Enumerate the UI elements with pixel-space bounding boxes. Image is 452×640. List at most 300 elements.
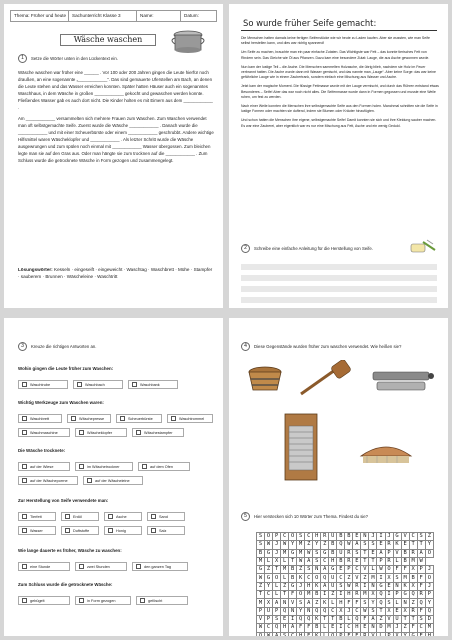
grid-letter[interactable]: M [401, 574, 409, 582]
grid-letter[interactable]: P [337, 632, 345, 636]
grid-letter[interactable]: K [297, 574, 305, 582]
grid-letter[interactable]: L [281, 557, 289, 565]
grid-letter[interactable]: F [417, 574, 425, 582]
checkbox[interactable] [140, 598, 145, 603]
grid-letter[interactable]: P [257, 607, 265, 615]
grid-letter[interactable]: H [425, 632, 433, 636]
grid-letter[interactable]: S [297, 533, 305, 541]
checkbox[interactable] [142, 464, 147, 469]
grid-letter[interactable]: Y [313, 541, 321, 549]
answer-option[interactable]: Wäschestampfer [132, 428, 184, 437]
grid-letter[interactable]: E [361, 624, 369, 632]
checkbox[interactable] [22, 598, 27, 603]
grid-letter[interactable]: M [369, 574, 377, 582]
answer-option[interactable]: zwei Stunden [75, 562, 127, 571]
grid-letter[interactable]: S [393, 574, 401, 582]
grid-letter[interactable]: X [409, 582, 417, 590]
checkbox[interactable] [136, 430, 141, 435]
grid-letter[interactable]: F [401, 566, 409, 574]
grid-letter[interactable]: L [273, 582, 281, 590]
answer-option[interactable]: auf der Wäscheleine [83, 476, 143, 485]
answer-option[interactable]: Asche [104, 512, 142, 521]
grid-letter[interactable]: E [281, 615, 289, 623]
grid-letter[interactable]: M [281, 566, 289, 574]
grid-letter[interactable]: F [297, 624, 305, 632]
answer-option[interactable]: Wäscheklopfer [75, 428, 127, 437]
checkbox[interactable] [22, 514, 27, 519]
grid-letter[interactable]: C [337, 574, 345, 582]
grid-letter[interactable]: N [289, 607, 297, 615]
grid-letter[interactable]: C [265, 624, 273, 632]
grid-letter[interactable]: N [281, 599, 289, 607]
grid-letter[interactable]: U [265, 607, 273, 615]
grid-letter[interactable]: B [401, 549, 409, 557]
grid-letter[interactable]: U [393, 615, 401, 623]
grid-letter[interactable]: L [393, 557, 401, 565]
grid-letter[interactable]: S [257, 541, 265, 549]
grid-letter[interactable]: I [361, 582, 369, 590]
grid-letter[interactable]: A [377, 549, 385, 557]
grid-letter[interactable]: G [289, 549, 297, 557]
grid-letter[interactable]: F [305, 624, 313, 632]
grid-letter[interactable]: Z [377, 615, 385, 623]
grid-letter[interactable]: A [305, 599, 313, 607]
grid-letter[interactable]: Y [265, 582, 273, 590]
grid-letter[interactable]: Q [313, 607, 321, 615]
grid-letter[interactable]: Z [297, 566, 305, 574]
grid-letter[interactable]: O [257, 632, 265, 636]
grid-letter[interactable]: W [297, 557, 305, 565]
grid-letter[interactable]: G [329, 566, 337, 574]
checkbox[interactable] [22, 464, 27, 469]
grid-letter[interactable]: E [377, 541, 385, 549]
grid-letter[interactable]: F [353, 599, 361, 607]
grid-letter[interactable]: X [409, 566, 417, 574]
grid-letter[interactable]: G [265, 574, 273, 582]
grid-letter[interactable]: R [345, 557, 353, 565]
grid-letter[interactable]: C [329, 607, 337, 615]
grid-letter[interactable]: O [329, 632, 337, 636]
grid-letter[interactable]: V [393, 549, 401, 557]
checkbox[interactable] [71, 416, 76, 421]
grid-letter[interactable]: O [273, 574, 281, 582]
grid-letter[interactable]: X [401, 607, 409, 615]
grid-letter[interactable]: A [273, 632, 281, 636]
grid-letter[interactable]: Q [281, 607, 289, 615]
grid-letter[interactable]: T [273, 566, 281, 574]
grid-letter[interactable]: G [377, 582, 385, 590]
grid-letter[interactable]: L [281, 574, 289, 582]
grid-letter[interactable]: F [409, 624, 417, 632]
grid-letter[interactable]: P [273, 533, 281, 541]
grid-letter[interactable]: L [321, 632, 329, 636]
grid-letter[interactable]: W [281, 541, 289, 549]
grid-letter[interactable]: S [313, 549, 321, 557]
grid-letter[interactable]: V [257, 615, 265, 623]
grid-letter[interactable]: W [361, 607, 369, 615]
grid-letter[interactable]: W [377, 566, 385, 574]
grid-letter[interactable]: O [313, 574, 321, 582]
writing-line[interactable] [241, 264, 437, 270]
grid-letter[interactable]: Q [337, 541, 345, 549]
grid-letter[interactable]: C [281, 533, 289, 541]
grid-letter[interactable]: L [369, 566, 377, 574]
grid-letter[interactable]: P [417, 566, 425, 574]
grid-letter[interactable]: V [369, 632, 377, 636]
grid-letter[interactable]: Z [329, 591, 337, 599]
grid-letter[interactable]: N [401, 599, 409, 607]
grid-letter[interactable]: K [313, 632, 321, 636]
grid-letter[interactable]: Y [401, 632, 409, 636]
answer-option[interactable]: auf der Wiese [18, 462, 70, 471]
grid-letter[interactable]: Z [321, 541, 329, 549]
answer-option[interactable]: Waschtrommel [167, 414, 213, 423]
grid-letter[interactable]: H [329, 557, 337, 565]
grid-letter[interactable]: K [313, 615, 321, 623]
grid-letter[interactable]: E [417, 632, 425, 636]
grid-letter[interactable]: Z [281, 582, 289, 590]
checkbox[interactable] [132, 382, 137, 387]
grid-letter[interactable]: S [297, 599, 305, 607]
checkbox[interactable] [22, 416, 27, 421]
grid-letter[interactable]: J [393, 624, 401, 632]
grid-letter[interactable]: O [385, 566, 393, 574]
grid-letter[interactable]: S [361, 599, 369, 607]
grid-letter[interactable]: A [353, 541, 361, 549]
grid-letter[interactable]: L [321, 624, 329, 632]
grid-letter[interactable]: J [369, 533, 377, 541]
grid-letter[interactable]: N [369, 624, 377, 632]
grid-letter[interactable]: S [273, 615, 281, 623]
answer-option[interactable]: gebügelt [18, 596, 70, 605]
grid-letter[interactable]: T [409, 615, 417, 623]
grid-letter[interactable]: L [377, 632, 385, 636]
checkbox[interactable] [79, 430, 84, 435]
grid-letter[interactable]: Z [257, 582, 265, 590]
grid-letter[interactable]: G [289, 582, 297, 590]
grid-letter[interactable]: C [265, 591, 273, 599]
grid-letter[interactable]: J [425, 566, 433, 574]
grid-letter[interactable]: B [337, 533, 345, 541]
grid-letter[interactable]: B [313, 591, 321, 599]
grid-letter[interactable]: V [385, 615, 393, 623]
grid-letter[interactable]: I [321, 591, 329, 599]
grid-letter[interactable]: Y [297, 607, 305, 615]
answer-option[interactable]: Waschbrett [18, 414, 62, 423]
grid-letter[interactable]: X [385, 574, 393, 582]
checkbox[interactable] [108, 514, 113, 519]
grid-letter[interactable]: G [393, 533, 401, 541]
grid-letter[interactable]: P [425, 591, 433, 599]
grid-letter[interactable]: M [281, 549, 289, 557]
grid-letter[interactable]: J [273, 549, 281, 557]
writing-lines[interactable] [241, 264, 437, 308]
answer-option[interactable]: Scheuerbürste [116, 414, 162, 423]
grid-letter[interactable]: A [321, 582, 329, 590]
grid-letter[interactable]: P [385, 549, 393, 557]
grid-letter[interactable]: O [265, 533, 273, 541]
grid-letter[interactable]: T [281, 591, 289, 599]
grid-letter[interactable]: M [425, 624, 433, 632]
grid-letter[interactable]: E [353, 557, 361, 565]
grid-letter[interactable]: Q [321, 574, 329, 582]
answer-option[interactable]: in Form gezogen [75, 596, 131, 605]
checkbox[interactable] [171, 416, 176, 421]
grid-letter[interactable]: V [289, 599, 297, 607]
grid-letter[interactable]: I [337, 624, 345, 632]
grid-letter[interactable]: F [361, 615, 369, 623]
answer-option[interactable]: Wäschepresse [67, 414, 111, 423]
checkbox[interactable] [77, 382, 82, 387]
grid-letter[interactable]: Z [265, 566, 273, 574]
grid-letter[interactable]: A [305, 557, 313, 565]
grid-letter[interactable]: F [417, 607, 425, 615]
grid-letter[interactable]: H [353, 624, 361, 632]
grid-letter[interactable]: Q [409, 591, 417, 599]
grid-letter[interactable]: W [417, 557, 425, 565]
grid-letter[interactable]: N [393, 582, 401, 590]
answer-option[interactable]: Erdöl [61, 512, 99, 521]
grid-letter[interactable]: T [369, 557, 377, 565]
checkbox[interactable] [151, 528, 156, 533]
grid-letter[interactable]: I [385, 591, 393, 599]
grid-letter[interactable]: W [305, 549, 313, 557]
grid-letter[interactable]: F [289, 591, 297, 599]
grid-letter[interactable]: C [353, 607, 361, 615]
grid-letter[interactable]: M [297, 541, 305, 549]
checkbox[interactable] [151, 514, 156, 519]
grid-letter[interactable]: Q [273, 624, 281, 632]
grid-letter[interactable]: T [401, 615, 409, 623]
grid-letter[interactable]: E [305, 632, 313, 636]
grid-letter[interactable]: A [369, 615, 377, 623]
grid-letter[interactable]: M [385, 624, 393, 632]
grid-letter[interactable]: R [417, 591, 425, 599]
grid-letter[interactable]: E [385, 582, 393, 590]
grid-letter[interactable]: T [289, 557, 297, 565]
grid-letter[interactable]: W [257, 624, 265, 632]
grid-letter[interactable]: S [305, 566, 313, 574]
grid-letter[interactable]: M [305, 591, 313, 599]
grid-letter[interactable]: T [361, 557, 369, 565]
grid-letter[interactable]: N [313, 566, 321, 574]
grid-letter[interactable]: M [409, 557, 417, 565]
grid-letter[interactable]: T [321, 615, 329, 623]
grid-letter[interactable]: Z [345, 574, 353, 582]
answer-option[interactable]: eine Stunde [18, 562, 70, 571]
grid-letter[interactable]: W [257, 574, 265, 582]
grid-letter[interactable]: W [265, 541, 273, 549]
answer-option[interactable]: Tierfett [18, 512, 56, 521]
grid-letter[interactable]: J [345, 607, 353, 615]
grid-letter[interactable]: B [329, 541, 337, 549]
grid-letter[interactable]: K [321, 599, 329, 607]
grid-letter[interactable]: L [265, 557, 273, 565]
answer-option[interactable]: Wasser [18, 526, 56, 535]
grid-letter[interactable]: V [401, 533, 409, 541]
checkbox[interactable] [22, 564, 27, 569]
grid-letter[interactable]: S [281, 632, 289, 636]
grid-letter[interactable]: W [345, 582, 353, 590]
grid-letter[interactable]: C [305, 533, 313, 541]
checkbox[interactable] [65, 514, 70, 519]
grid-letter[interactable]: G [257, 566, 265, 574]
grid-letter[interactable]: P [377, 557, 385, 565]
grid-letter[interactable]: X [393, 632, 401, 636]
answer-option[interactable]: Waschtrube [18, 380, 68, 389]
grid-letter[interactable]: T [329, 615, 337, 623]
grid-letter[interactable]: U [329, 582, 337, 590]
grid-letter[interactable]: R [409, 549, 417, 557]
grid-letter[interactable]: Y [289, 541, 297, 549]
grid-letter[interactable]: E [401, 541, 409, 549]
grid-letter[interactable]: P [385, 632, 393, 636]
grid-letter[interactable]: F [345, 632, 353, 636]
grid-letter[interactable]: K [401, 582, 409, 590]
grid-letter[interactable]: C [345, 624, 353, 632]
grid-letter[interactable]: S [313, 557, 321, 565]
grid-letter[interactable]: B [257, 549, 265, 557]
grid-letter[interactable]: U [329, 574, 337, 582]
grid-letter[interactable]: S [369, 607, 377, 615]
grid-letter[interactable]: L [345, 615, 353, 623]
grid-letter[interactable]: Y [425, 599, 433, 607]
grid-letter[interactable]: O [297, 591, 305, 599]
grid-letter[interactable]: P [265, 615, 273, 623]
grid-letter[interactable]: Q [425, 607, 433, 615]
grid-letter[interactable]: Q [353, 615, 361, 623]
grid-letter[interactable]: H [313, 533, 321, 541]
answer-option[interactable]: auf der Wäscheporrne [18, 476, 78, 485]
checkbox[interactable] [136, 564, 141, 569]
grid-letter[interactable]: R [385, 557, 393, 565]
grid-letter[interactable]: X [369, 591, 377, 599]
grid-letter[interactable]: X [265, 599, 273, 607]
grid-letter[interactable]: B [401, 557, 409, 565]
writing-line[interactable] [241, 297, 437, 303]
answer-option[interactable]: Waschbank [128, 380, 178, 389]
checkbox[interactable] [87, 478, 92, 483]
grid-letter[interactable]: D [377, 624, 385, 632]
grid-letter[interactable]: F [345, 599, 353, 607]
grid-letter[interactable]: B [289, 574, 297, 582]
grid-letter[interactable]: I [289, 615, 297, 623]
checkbox[interactable] [22, 430, 27, 435]
grid-letter[interactable]: S [361, 541, 369, 549]
grid-letter[interactable]: H [345, 591, 353, 599]
grid-letter[interactable]: T [361, 549, 369, 557]
grid-letter[interactable]: I [337, 591, 345, 599]
grid-letter[interactable]: C [409, 533, 417, 541]
checkbox[interactable] [120, 416, 125, 421]
grid-letter[interactable]: N [361, 533, 369, 541]
grid-letter[interactable]: Y [369, 599, 377, 607]
checkbox[interactable] [22, 382, 27, 387]
grid-letter[interactable]: M [361, 591, 369, 599]
grid-letter[interactable]: A [273, 599, 281, 607]
grid-letter[interactable]: S [337, 582, 345, 590]
grid-letter[interactable]: L [329, 599, 337, 607]
grid-letter[interactable]: R [353, 591, 361, 599]
grid-letter[interactable]: Z [425, 533, 433, 541]
grid-letter[interactable]: A [321, 566, 329, 574]
writing-line[interactable] [241, 286, 437, 292]
grid-letter[interactable]: Z [401, 624, 409, 632]
grid-letter[interactable]: X [385, 607, 393, 615]
grid-letter[interactable]: H [337, 599, 345, 607]
grid-letter[interactable]: D [425, 615, 433, 623]
grid-letter[interactable]: C [305, 574, 313, 582]
grid-letter[interactable]: Z [313, 599, 321, 607]
checkbox[interactable] [79, 598, 84, 603]
grid-letter[interactable]: G [265, 549, 273, 557]
grid-letter[interactable]: E [369, 549, 377, 557]
grid-letter[interactable]: J [297, 582, 305, 590]
grid-letter[interactable]: H [305, 582, 313, 590]
checkbox[interactable] [108, 528, 113, 533]
grid-letter[interactable]: Z [409, 599, 417, 607]
grid-letter[interactable]: S [353, 549, 361, 557]
answer-option[interactable]: Waschmaschine [18, 428, 70, 437]
grid-letter[interactable]: M [297, 549, 305, 557]
checkbox[interactable] [65, 528, 70, 533]
grid-letter[interactable]: T [377, 607, 385, 615]
grid-letter[interactable]: F [393, 566, 401, 574]
grid-letter[interactable]: G [321, 549, 329, 557]
grid-letter[interactable]: G [401, 591, 409, 599]
answer-option[interactable]: auf dem Ofen [138, 462, 190, 471]
grid-letter[interactable]: S [257, 533, 265, 541]
grid-letter[interactable]: Q [321, 607, 329, 615]
grid-letter[interactable]: E [353, 533, 361, 541]
grid-letter[interactable]: E [393, 607, 401, 615]
grid-letter[interactable]: R [353, 582, 361, 590]
grid-letter[interactable]: S [385, 599, 393, 607]
grid-letter[interactable]: T [417, 541, 425, 549]
grid-letter[interactable]: K [313, 582, 321, 590]
grid-letter[interactable]: V [353, 574, 361, 582]
answer-option[interactable]: im Wäschetrockner [75, 462, 133, 471]
grid-letter[interactable]: U [329, 533, 337, 541]
grid-letter[interactable]: E [329, 624, 337, 632]
grid-letter[interactable]: N [369, 582, 377, 590]
grid-letter[interactable]: Z [305, 541, 313, 549]
grid-letter[interactable]: S [417, 533, 425, 541]
grid-letter[interactable]: B [409, 574, 417, 582]
grid-letter[interactable]: M [257, 557, 265, 565]
grid-letter[interactable]: R [361, 632, 369, 636]
grid-letter[interactable]: C [289, 632, 297, 636]
grid-letter[interactable]: B [337, 557, 345, 565]
grid-letter[interactable]: Q [305, 615, 313, 623]
grid-letter[interactable]: Q [297, 615, 305, 623]
answer-option[interactable]: Sand [147, 512, 185, 521]
answer-option[interactable]: Honig [104, 526, 142, 535]
grid-letter[interactable]: I [377, 533, 385, 541]
grid-letter[interactable]: S [369, 541, 377, 549]
answer-option[interactable]: den ganzen Tag [132, 562, 188, 571]
grid-letter[interactable]: B [289, 566, 297, 574]
grid-letter[interactable]: L [393, 599, 401, 607]
grid-letter[interactable]: B [313, 624, 321, 632]
grid-letter[interactable]: O [425, 574, 433, 582]
grid-letter[interactable]: F [417, 582, 425, 590]
grid-letter[interactable]: J [273, 541, 281, 549]
grid-letter[interactable]: S [417, 615, 425, 623]
checkbox[interactable] [79, 564, 84, 569]
grid-letter[interactable]: J [385, 533, 393, 541]
grid-letter[interactable]: H [281, 624, 289, 632]
